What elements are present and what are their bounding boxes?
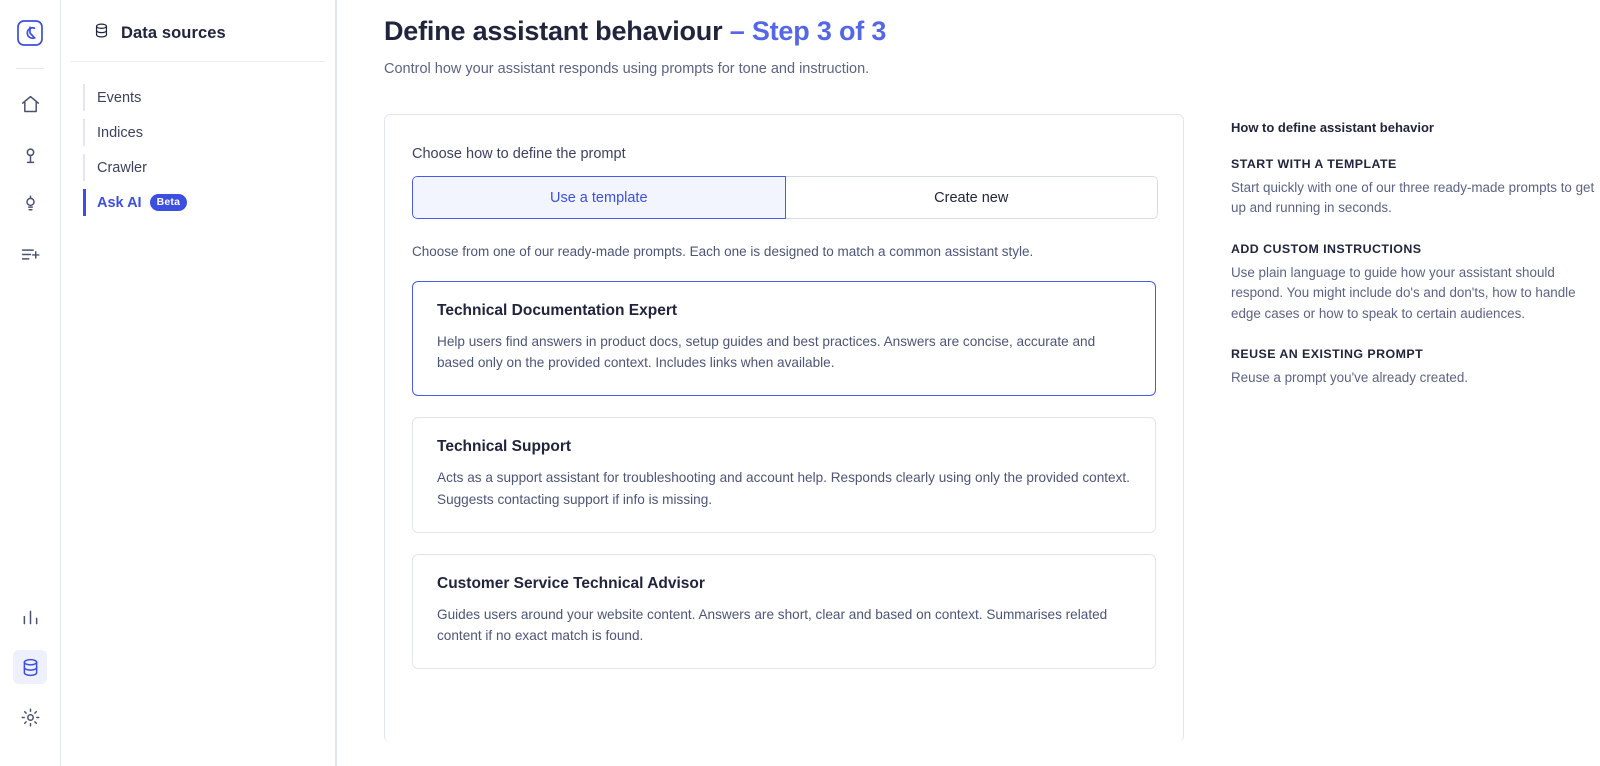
sidebar-item-events[interactable] <box>61 80 335 115</box>
sidebar-item-label: Events <box>97 89 142 106</box>
sidebar-item-label: Ask AI <box>97 194 142 211</box>
content-row <box>384 114 1600 742</box>
help-panel <box>1231 114 1600 742</box>
template-card-technical-support[interactable] <box>412 417 1156 532</box>
help-section-start-with-a-template <box>1231 157 1600 219</box>
help-section-add-custom-instructions <box>1231 242 1600 324</box>
template-card-technical-documentation-expert[interactable] <box>412 281 1156 396</box>
template-title: Technical Documentation Expert <box>437 302 678 319</box>
rail-bottom-group <box>0 600 60 750</box>
sidebar-title: Data sources <box>121 23 226 42</box>
rail-item-recommend[interactable] <box>13 187 47 221</box>
rail-item-home[interactable] <box>13 87 47 121</box>
tab-use-a-template[interactable]: Use a template <box>412 176 786 219</box>
choose-prompt-label: Choose how to define the prompt <box>412 146 626 162</box>
main-left-divider <box>336 0 337 766</box>
rail-divider <box>16 68 44 69</box>
prompt-mode-tabs <box>412 176 1158 219</box>
page-subtitle: Control how your assistant responds using prompts for tone and instruction. <box>384 61 870 77</box>
template-helper-text: Choose from one of our ready-made prompts. Each one is designed to match a common assistant style. <box>412 244 1034 259</box>
algolia-logo-icon[interactable] <box>15 18 45 48</box>
sidebar-item-crawler[interactable] <box>61 150 335 185</box>
template-title: Customer Service Technical Advisor <box>437 574 705 592</box>
sidebar-item-label: Crawler <box>97 159 147 176</box>
database-icon <box>93 22 110 44</box>
template-description: Acts as a support assistant for troubleshooting and account help. Responds clearly using only the provided context. Suggests contacting support if info is missing. <box>437 470 1130 507</box>
template-description: Help users find answers in product docs, setup guides and best practices. Answers are concise, accurate and based only on the provided context. Includes links when available. <box>437 334 1096 371</box>
rail-item-analytics[interactable] <box>13 600 47 634</box>
help-section-reuse-an-existing-prompt <box>1231 347 1600 388</box>
help-section-body: Use plain language to guide how your assistant should respond. You might include do's and don'ts, how to handle edge cases or how to speak to certain audiences. <box>1231 264 1576 321</box>
help-section-body: Start quickly with one of our three ready-made prompts to get up and running in seconds. <box>1231 180 1595 216</box>
page-title-main: Define assistant behaviour <box>384 16 723 46</box>
tab-create-new[interactable]: Create new <box>786 176 1159 219</box>
rail-item-data-sources[interactable] <box>13 650 47 684</box>
rail-item-personalization[interactable] <box>13 237 47 271</box>
secondary-sidebar <box>61 0 336 766</box>
template-description: Guides users around your website content. Answers are short, clear and based on context. Summarises related content if no exact match is found. <box>437 606 1108 644</box>
help-section-heading: START WITH A TEMPLATE <box>1231 157 1397 171</box>
sidebar-item-label: Indices <box>97 124 143 141</box>
rail-item-search[interactable] <box>13 137 47 171</box>
page-title <box>384 16 1600 47</box>
main-content <box>336 0 1600 766</box>
prompt-definition-card <box>384 114 1184 742</box>
rail-item-settings[interactable] <box>13 700 47 734</box>
sidebar-item-list <box>61 62 335 220</box>
page-title-step: – Step 3 of 3 <box>729 16 887 46</box>
sidebar-header <box>71 22 325 62</box>
help-panel-title: How to define assistant behavior <box>1231 120 1434 135</box>
status-badge: Beta <box>150 194 188 211</box>
help-section-heading: ADD CUSTOM INSTRUCTIONS <box>1231 241 1422 256</box>
sidebar-item-ask-ai[interactable] <box>61 185 335 220</box>
help-section-heading: REUSE AN EXISTING PROMPT <box>1231 346 1424 361</box>
icon-rail <box>0 0 61 766</box>
template-title: Technical Support <box>437 438 572 456</box>
help-section-body: Reuse a prompt you've already created. <box>1231 369 1469 385</box>
template-card-customer-service-technical-advisor[interactable] <box>412 554 1156 669</box>
sidebar-item-indices[interactable] <box>61 115 335 150</box>
